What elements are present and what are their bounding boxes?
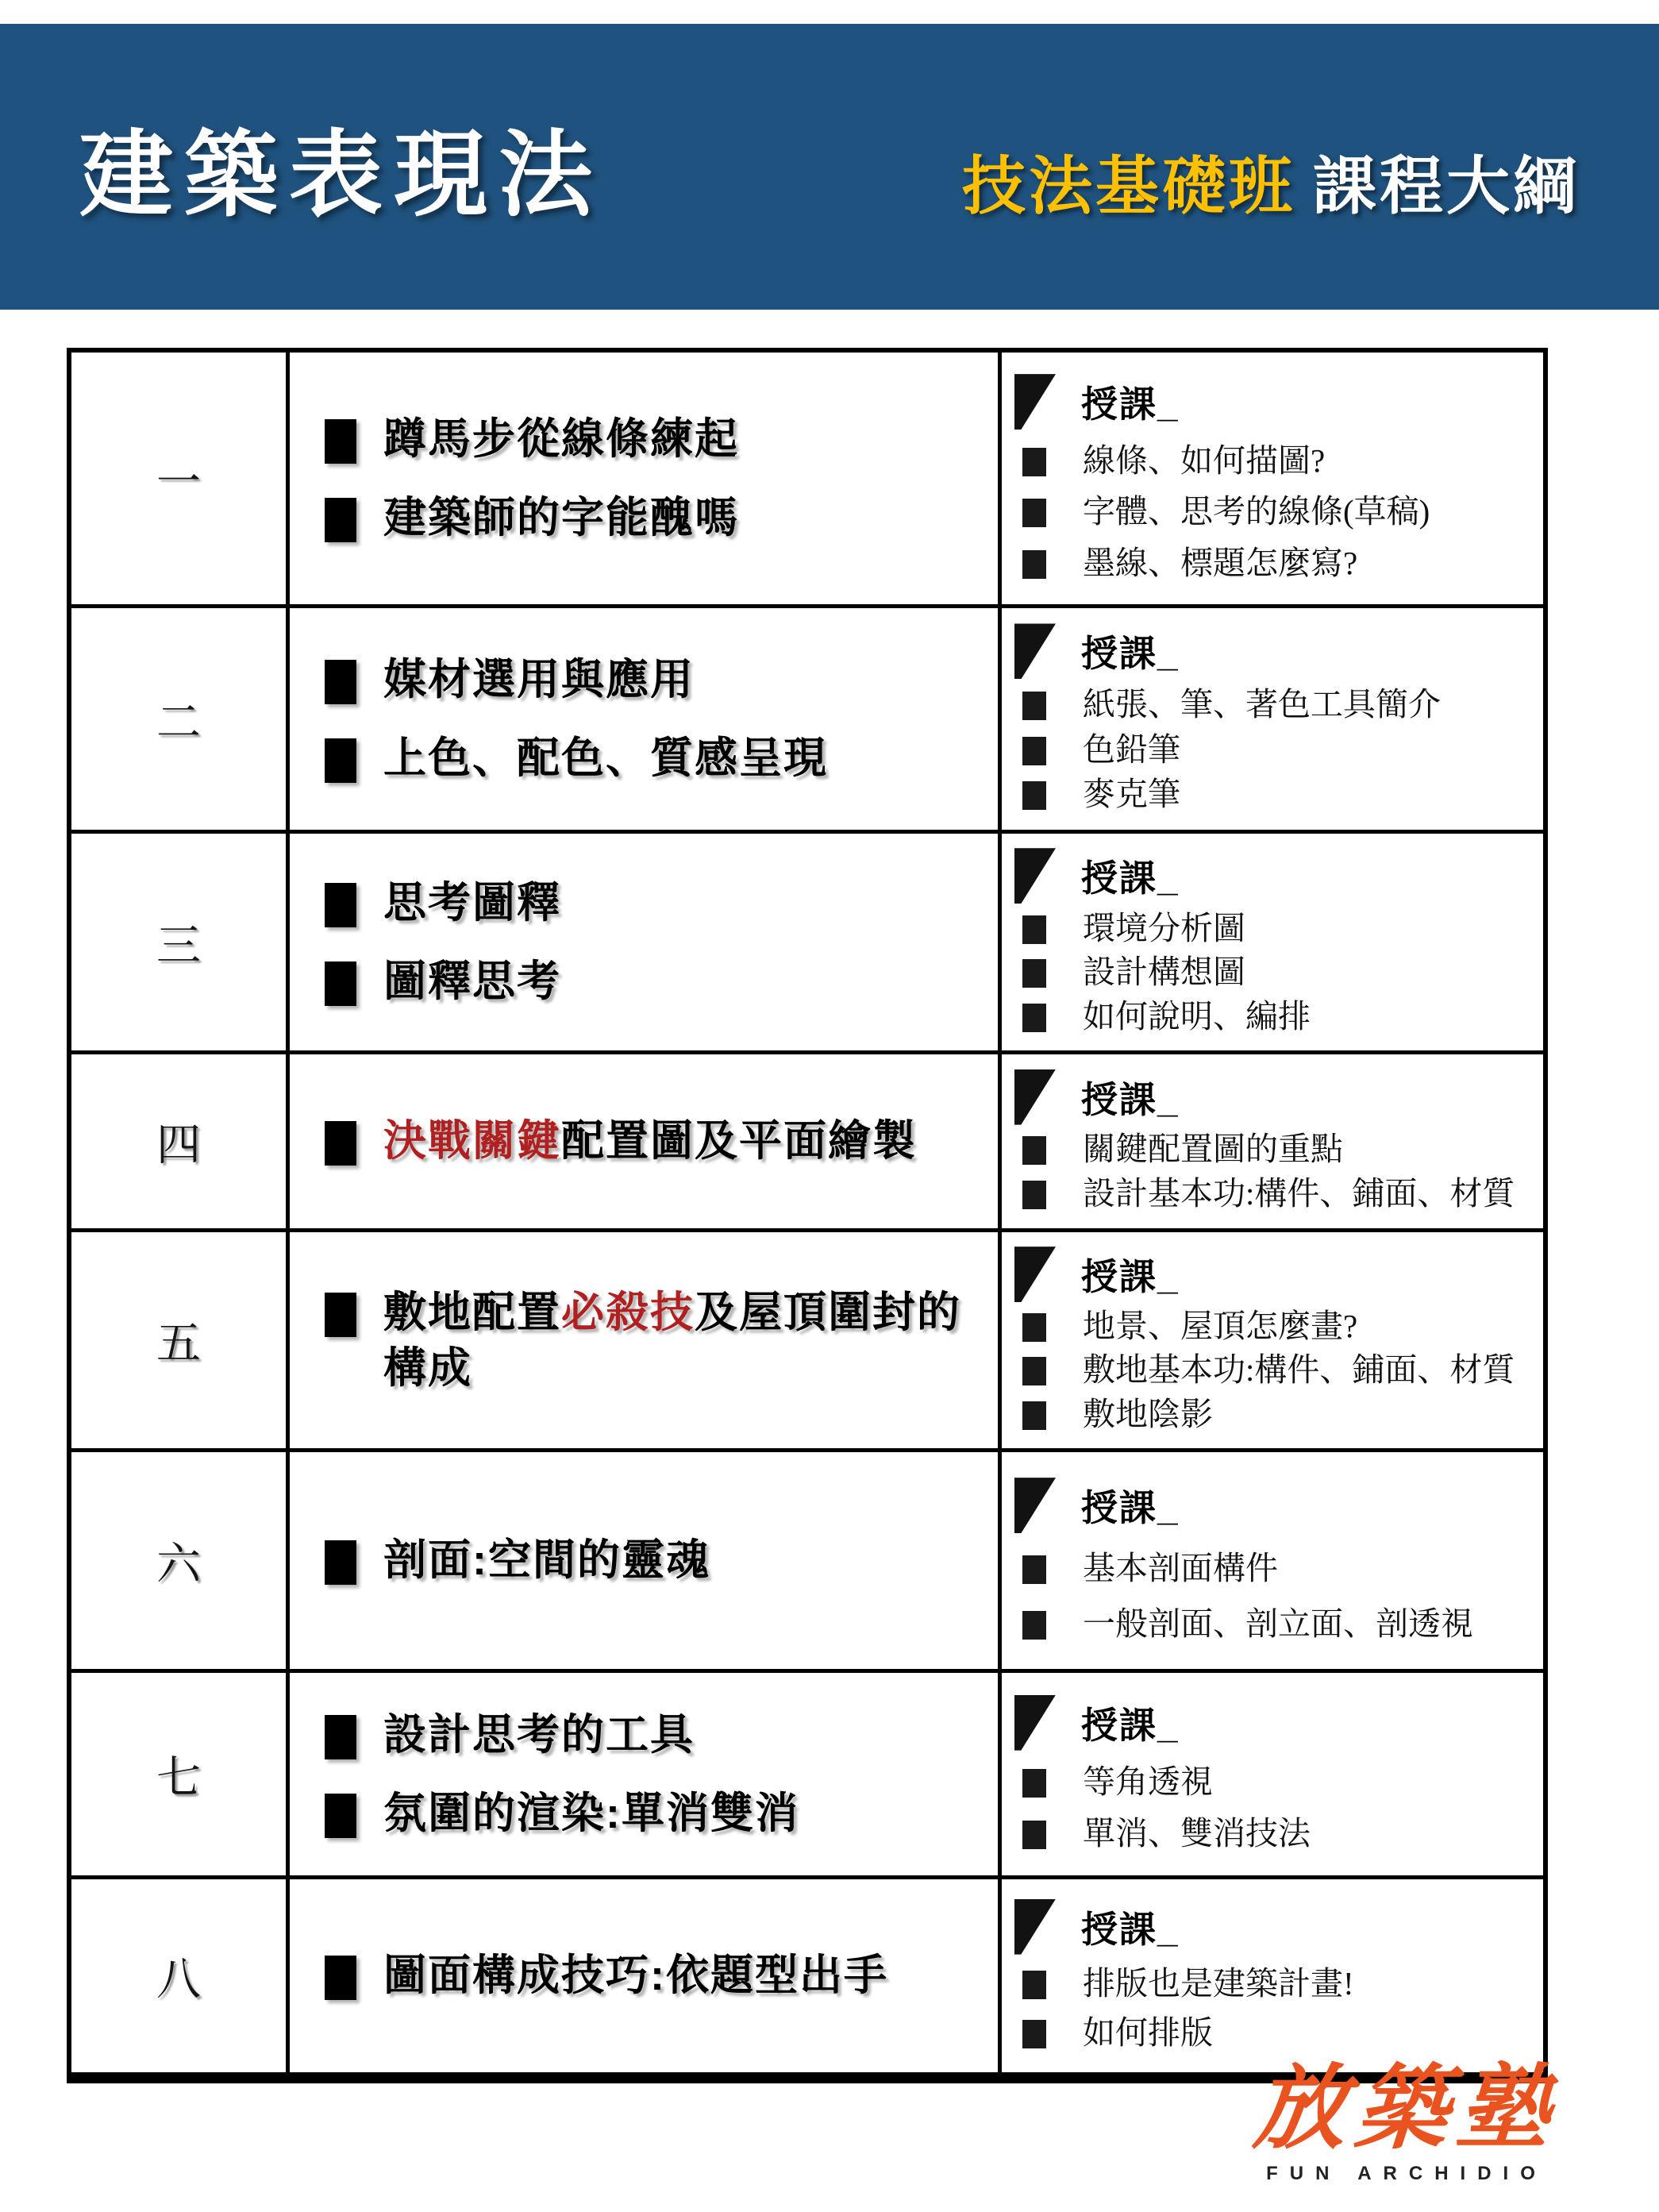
lecture-item-text: 敷地陰影 (1083, 1395, 1213, 1432)
lecture-label: 授課_ (1081, 1487, 1180, 1529)
table-row (71, 830, 1543, 1050)
week-number: 八 (156, 1955, 201, 2005)
lecture-header (1014, 1247, 1530, 1302)
lecture-header (1014, 848, 1530, 904)
lecture-item (1014, 953, 1530, 992)
square-bullet-icon (1022, 1769, 1046, 1798)
lecture-cell (1002, 1879, 1543, 2072)
square-bullet-icon (325, 498, 356, 542)
topic-segment: 思考圖釋 (383, 879, 561, 927)
header-band (0, 24, 1659, 310)
lecture-cell (1002, 1232, 1543, 1448)
lecture-item (1014, 1395, 1530, 1434)
square-bullet-icon (1022, 737, 1046, 765)
topic-text (383, 652, 695, 707)
lecture-header (1014, 1899, 1530, 1955)
table-row (71, 604, 1543, 830)
table-row (71, 1228, 1543, 1448)
lecture-item (1014, 492, 1530, 531)
lecture-label: 授課_ (1081, 1078, 1180, 1120)
lecture-cell (1002, 1452, 1543, 1669)
topic-segment: 上色、配色、質感呈現 (383, 734, 828, 782)
week-number: 三 (156, 921, 201, 971)
square-bullet-icon (325, 1293, 356, 1337)
square-bullet-icon (325, 1715, 356, 1759)
topics-cell (290, 353, 1002, 604)
lecture-item (1014, 2014, 1530, 2052)
lecture-header (1014, 1695, 1530, 1751)
topic-segment: 蹲馬步從線條練起 (383, 415, 739, 464)
topic-line (325, 1948, 979, 2003)
topic-line (325, 652, 979, 707)
lecture-item-text: 如何排版 (1083, 2014, 1213, 2052)
week-number-cell (71, 1879, 290, 2072)
lecture-cell (1002, 834, 1543, 1050)
topic-text (383, 1532, 710, 1588)
lecture-item-text: 等角透視 (1083, 1763, 1213, 1801)
lecture-label: 授課_ (1081, 383, 1180, 426)
square-bullet-icon (1022, 915, 1046, 944)
lecture-item-text: 排版也是建築計畫! (1083, 1965, 1354, 2002)
lecture-item-text: 環境分析圖 (1083, 909, 1245, 946)
lecture-label: 授課_ (1081, 1256, 1180, 1298)
square-bullet-icon (325, 660, 356, 704)
week-number: 七 (156, 1753, 201, 1803)
lecture-cell (1002, 1054, 1543, 1228)
topics-cell (290, 834, 1002, 1050)
square-bullet-icon (1022, 2020, 1046, 2048)
square-bullet-icon (1022, 1821, 1046, 1849)
topic-line (325, 490, 979, 545)
lecture-item (1014, 775, 1530, 814)
topic-text (383, 1948, 888, 2003)
topic-line (325, 954, 979, 1009)
week-number-cell (71, 1054, 290, 1228)
square-bullet-icon (325, 1540, 356, 1585)
square-bullet-icon (1022, 1555, 1046, 1584)
lecture-cell (1002, 608, 1543, 830)
topic-segment: 決戰關鍵 (383, 1117, 561, 1166)
table-row (71, 1669, 1543, 1875)
topic-text (383, 1707, 695, 1763)
lecture-label: 授課_ (1081, 633, 1180, 675)
topic-text (383, 1113, 917, 1169)
lecture-label: 授課_ (1081, 1908, 1180, 1950)
lecture-item (1014, 1174, 1530, 1213)
week-number: 五 (156, 1320, 201, 1369)
topics-cell (290, 608, 1002, 830)
lecture-item-text: 如何說明、編排 (1083, 997, 1311, 1035)
lecture-item-text: 敷地基本功:構件、鋪面、材質 (1083, 1351, 1515, 1389)
topic-text (383, 875, 561, 931)
flag-icon (1014, 374, 1056, 430)
lecture-cell (1002, 353, 1543, 604)
lecture-item-text: 關鍵配置圖的重點 (1083, 1131, 1343, 1168)
lecture-item (1014, 909, 1530, 948)
topic-line (325, 1707, 979, 1763)
lecture-item (1014, 544, 1530, 583)
flag-icon (1014, 1695, 1056, 1751)
lecture-item-text: 基本剖面構件 (1083, 1550, 1278, 1587)
square-bullet-icon (1022, 1004, 1046, 1032)
lecture-item (1014, 1549, 1530, 1588)
logo-chinese-text: 放築塾 (1250, 2054, 1563, 2162)
week-number-cell (71, 353, 290, 604)
lecture-item (1014, 685, 1530, 724)
topic-line (325, 1285, 979, 1396)
lecture-item-text: 紙張、筆、著色工具簡介 (1083, 685, 1441, 723)
lecture-item-text: 設計基本功:構件、鋪面、材質 (1083, 1175, 1515, 1212)
subtitle-outline-label: 課程大綱 (1313, 150, 1580, 222)
lecture-item-text: 麥克筆 (1083, 776, 1180, 813)
week-number-cell (71, 1673, 290, 1875)
logo-english-text: FUN ARCHIDIO (1266, 2162, 1547, 2184)
table-row (71, 1050, 1543, 1228)
lecture-item (1014, 1763, 1530, 1802)
topic-segment: 設計思考的工具 (383, 1711, 695, 1759)
topic-segment: 圖釋思考 (383, 957, 561, 1005)
topic-text (383, 730, 828, 786)
topic-segment: 圖面構成技巧:依題型出手 (383, 1952, 888, 2000)
topics-cell (290, 1054, 1002, 1228)
week-number-cell (71, 834, 290, 1050)
week-number: 四 (156, 1120, 201, 1170)
square-bullet-icon (325, 738, 356, 783)
lecture-cell (1002, 1673, 1543, 1875)
topic-segment: 建築師的字能醜嗎 (383, 493, 739, 541)
square-bullet-icon (1022, 1611, 1046, 1640)
square-bullet-icon (1022, 1136, 1046, 1165)
topic-text (383, 411, 739, 467)
flag-icon (1014, 1899, 1056, 1955)
topic-line (325, 730, 979, 786)
lecture-item (1014, 997, 1530, 1036)
topic-text (383, 1786, 799, 1841)
square-bullet-icon (1022, 1401, 1046, 1430)
square-bullet-icon (1022, 1357, 1046, 1385)
lecture-item (1014, 1605, 1530, 1644)
topic-segment: 敷地配置 (383, 1288, 561, 1336)
page-title: 建築表現法 (79, 123, 604, 228)
lecture-item-text: 一般剖面、剖立面、剖透視 (1083, 1605, 1473, 1642)
week-number-cell (71, 1232, 290, 1448)
topics-cell (290, 1452, 1002, 1669)
lecture-header (1014, 1478, 1530, 1533)
lecture-item (1014, 1964, 1530, 2003)
square-bullet-icon (1022, 692, 1046, 720)
table-row (71, 1448, 1543, 1669)
topic-segment: 媒材選用與應用 (383, 656, 695, 704)
lecture-item-text: 線條、如何描圖? (1083, 442, 1326, 480)
square-bullet-icon (1022, 550, 1046, 579)
topic-segment: 配置圖及平面繪製 (561, 1117, 917, 1166)
lecture-item-text: 墨線、標題怎麼寫? (1083, 544, 1358, 581)
lecture-item-text: 單消、雙消技法 (1083, 1815, 1311, 1852)
topic-line (325, 411, 979, 467)
subtitle-class-name: 技法基礎班 (962, 150, 1295, 222)
flag-icon (1014, 1478, 1056, 1533)
lecture-label: 授課_ (1081, 857, 1180, 900)
lecture-item (1014, 1814, 1530, 1853)
square-bullet-icon (325, 1794, 356, 1838)
square-bullet-icon (1022, 1181, 1046, 1209)
topic-line (325, 875, 979, 931)
lecture-item-text: 色鉛筆 (1083, 730, 1180, 768)
flag-icon (1014, 848, 1056, 904)
week-number: 二 (156, 698, 201, 748)
table-row (71, 1875, 1543, 2072)
week-number: 一 (156, 457, 201, 507)
week-number-cell (71, 608, 290, 830)
square-bullet-icon (1022, 448, 1046, 476)
square-bullet-icon (1022, 781, 1046, 810)
flag-icon (1014, 1069, 1056, 1125)
lecture-item (1014, 441, 1530, 480)
flag-icon (1014, 623, 1056, 679)
square-bullet-icon (1022, 959, 1046, 988)
lecture-item (1014, 1130, 1530, 1169)
square-bullet-icon (1022, 1313, 1046, 1342)
topic-line (325, 1532, 979, 1588)
square-bullet-icon (325, 1121, 356, 1166)
topic-line (325, 1786, 979, 1841)
topic-text (383, 954, 561, 1009)
topic-segment: 氛圍的渲染:單消雙消 (383, 1789, 799, 1837)
course-table (67, 348, 1548, 2083)
topics-cell (290, 1879, 1002, 2072)
flag-icon (1014, 1247, 1056, 1302)
topic-segment: 及屋頂圍封的構成 (383, 1288, 961, 1392)
table-row (71, 353, 1543, 604)
topic-segment: 必殺技 (561, 1288, 695, 1336)
topics-cell (290, 1232, 1002, 1448)
square-bullet-icon (325, 419, 356, 464)
topic-text (383, 490, 739, 545)
lecture-label: 授課_ (1081, 1704, 1180, 1746)
lecture-header (1014, 374, 1530, 430)
lecture-item (1014, 1351, 1530, 1389)
logo (1250, 2054, 1563, 2185)
lecture-item-text: 字體、思考的線條(草稿) (1083, 493, 1430, 530)
week-number: 六 (156, 1540, 201, 1590)
lecture-header (1014, 623, 1530, 679)
lecture-item (1014, 1307, 1530, 1346)
square-bullet-icon (1022, 499, 1046, 527)
week-number-cell (71, 1452, 290, 1669)
lecture-item-text: 地景、屋頂怎麼畫? (1083, 1308, 1358, 1345)
square-bullet-icon (1022, 1971, 1046, 1999)
topic-segment: 剖面:空間的靈魂 (383, 1536, 710, 1585)
topics-cell (290, 1673, 1002, 1875)
topic-text (383, 1285, 977, 1396)
lecture-item (1014, 730, 1530, 769)
lecture-item-text: 設計構想圖 (1083, 954, 1245, 991)
header-subtitle (962, 135, 1580, 226)
square-bullet-icon (325, 883, 356, 927)
lecture-header (1014, 1069, 1530, 1125)
square-bullet-icon (325, 1956, 356, 2000)
topic-line (325, 1113, 979, 1169)
square-bullet-icon (325, 961, 356, 1006)
